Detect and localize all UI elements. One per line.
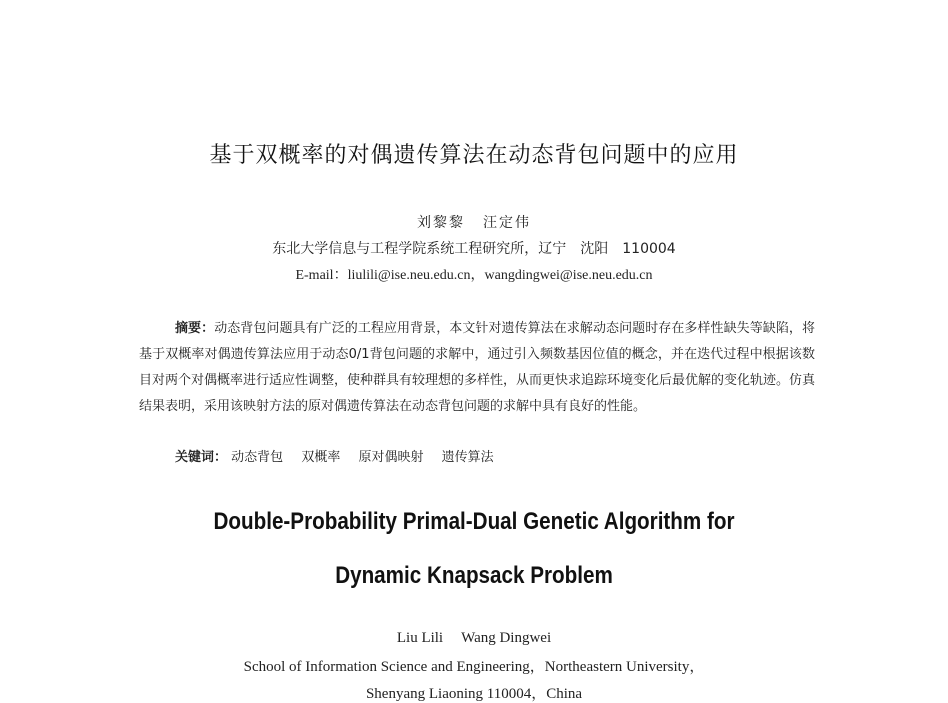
keyword: 遗传算法 <box>441 450 494 465</box>
chinese-title: 基于双概率的对偶遗传算法在动态背包问题中的应用 <box>209 143 739 168</box>
english-affiliation-line-1: School of Information Science and Engineering，Northeastern University， <box>243 659 705 675</box>
chinese-author-1: 刘黎黎 <box>417 215 465 231</box>
author-emails: E-mail：liulili@ise.neu.edu.cn，wangdingwei@ise.neu.edu.cn <box>295 268 653 283</box>
english-affiliation-line-2: Shenyang Liaoning 110004，China <box>365 686 583 702</box>
english-authors <box>0 630 948 647</box>
keywords-label: 关键词： <box>175 450 228 465</box>
chinese-affiliation: 东北大学信息与工程学院系统工程研究所，辽宁 沈阳 110004 <box>272 241 676 257</box>
english-title-line-1: Double-Probability Primal-Dual Genetic Algorithm for <box>213 508 735 535</box>
chinese-keywords <box>175 446 815 465</box>
keyword: 双概率 <box>301 450 341 465</box>
english-title-line-2: Dynamic Knapsack Problem <box>335 562 613 589</box>
english-author-2: Wang Dingwei <box>461 630 552 646</box>
abstract-text: 动态背包问题具有广泛的工程应用背景，本文针对遗传算法在求解动态问题时存在多样性缺失等缺陷，将基于双概率对偶遗传算法应用于动态0/1背包问题的求解中，通过引入频数基因位值的概念，并在迭代过程中根据该数目对两个对偶概率进行适应性调整，使种群具有较理想的多样性，从而更快求追踪环境变化后最优解的变化轨迹。仿真结果表明，采用该映射方法的原对偶遗传算法在动态背包问题的求解中具有良好的性能。 <box>139 321 816 414</box>
chinese-abstract <box>139 316 815 420</box>
chinese-author-2: 汪定伟 <box>483 215 531 231</box>
abstract-label: 摘要： <box>175 321 215 336</box>
english-author-1: Liu Lili <box>396 630 444 646</box>
chinese-authors <box>0 212 948 232</box>
keyword: 动态背包 <box>231 450 284 465</box>
keyword: 原对偶映射 <box>358 450 424 465</box>
